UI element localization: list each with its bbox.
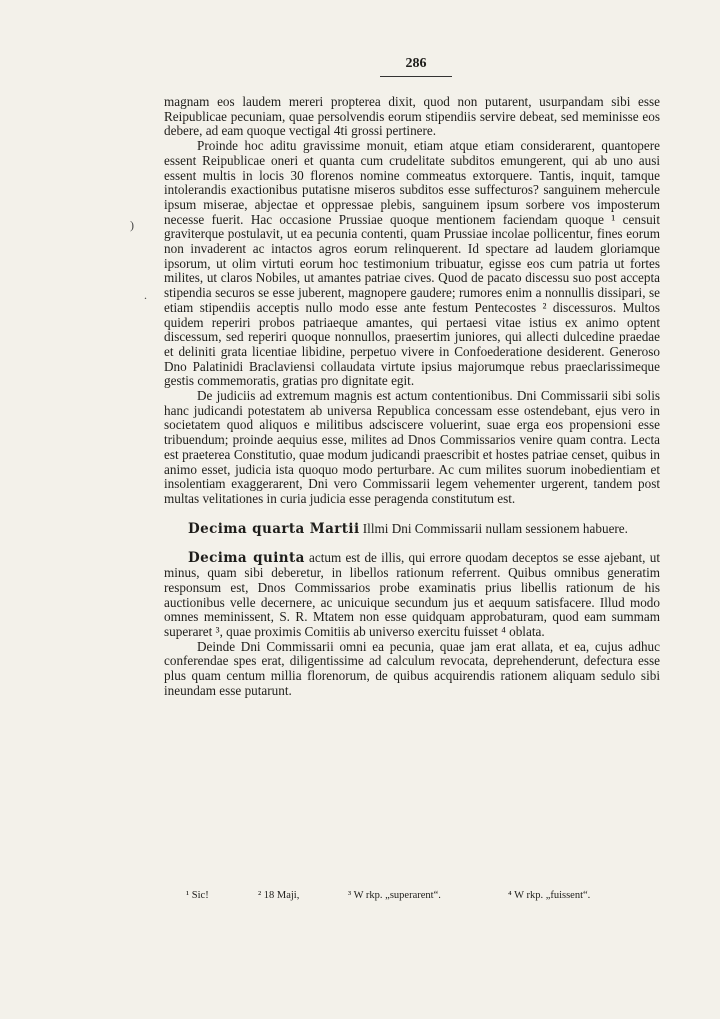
- footnote-2: ² 18 Maji,: [258, 890, 300, 901]
- margin-bracket-mark: ): [130, 218, 134, 232]
- date-heading-decima-quarta: Decima quarta Martii: [188, 520, 360, 537]
- paragraph-4: [164, 522, 660, 537]
- paragraph-5: [164, 551, 660, 639]
- paragraph-3: De judiciis ad extremum magnis est actum contentionibus. Dni Commissarii sibi solis hanc judicandi potestatem ab universa Republica concessam esse ostendebant, ejus vero in societatem quod aliquos e militibus adsciscere voluerint, suae erga eos propensioni esse tribuendum; proinde aequius esse, milites ad Dnos Commissarios venire quam contra. Lecta est praeterea Constitutio, quae modum judicandi praescribit et hostes patriae censet, quibus in animo esset, judicia ista quoquo modo perturbare. Ac cum milites suorum inobedientiam et insolentiam exaggerarent, Dni vero Commissarii legem vehementer urgerent, tandem post multas velitationes in curia judicia esse peragenda constitutum est.: [164, 388, 660, 506]
- footnotes: [186, 890, 656, 901]
- page-number: 286: [405, 56, 427, 71]
- main-text: [164, 95, 660, 698]
- footnote-4: ⁴ W rkp. „fuissent“.: [508, 890, 591, 901]
- footnote-1: ¹ Sic!: [186, 890, 209, 901]
- date-heading-decima-quinta: Decima quinta: [188, 550, 305, 567]
- footnote-3: ³ W rkp. „superarent“.: [348, 890, 441, 901]
- margin-dot-mark: .: [144, 288, 147, 302]
- paragraph-2: Proinde hoc aditu gravissime monuit, etiam atque etiam considerarent, quantopere essent Reipublicae oneri et quanta cum crudelitate subditos emungerent, qui ab uno ausi essent multis in locis 30 florenos nomine commeatus extorquere. Tantis, inquit, tamque intolerandis exactionibus putatisne miseros subditos esse suffecturos? sanguinem mehercule ipsum miserae, abjectae et oppressae plebis, sanguinem ipsum sorbere vos imposterum necesse fuerit. Hac occasione Prussiae quoque mentionem faciendam quoque ¹ censuit graviterque postulavit, ut ea pecunia contenti, quam Prussiae incolae pollicentur, fines eorum non invaderent ac intactos agros eorum relinquerent. Id spectare ad laudem gloriamque ipsorum, ut olim virtuti eorum hoc testimonium tribuatur, egisse eos cum patria ut fortes milites, ut claros Nobiles, ut amantes patriae cives. Quod de pacato discessu suo post accepta stipendia securos se esse juberent, magnopere gaudere; rumores enim a nonnullis dissipari, se etiam stipendiis acceptis nullo modo esse ante festum Pentecostes ² discessuros. Multos quidem reperiri probos patriaeque amantes, qui pertaesi vitae istius ex animo optent discessum, sed reperiri quoque nonnullos, praesertim juniores, qui allecti dulcedine praedae et deliniti grata licentiae libidine, perpetuo vivere in Confoederatione desiderent. Generoso Dno Palatinidi Braclaviensi collaudata virtute ipsius majorumque rebus praeclarissimeque gestis commemoratis, gratias pro dignitate egit.: [164, 138, 660, 389]
- paragraph-4-text: Illmi Dni Commissarii nullam sessionem habuere.: [359, 520, 628, 536]
- paragraph-6: Deinde Dni Commissarii omni ea pecunia, quae jam erat allata, et ea, cujus adhuc conferendae spes erat, diligentissime ad calculum revocata, deprehenderunt, defectura esse plus quam centum millia florenorum, de quibus acquirendis rationem aliquam sedulo sibi ineundam esse putarunt.: [164, 638, 660, 698]
- paragraph-5-text: actum est de illis, qui errore quodam deceptos se esse ajebant, ut minus, quam sibi deberetur, in libellos rationum referrent. Quibus omnibus generatim responsum est, Dnos Commissarios probe examinatis prius libellis rationum de his auctionibus velle decernere, ac unicuique secundum jus et aequum satisfacere. Illud modo omnes meminissent, S. R. Mtatem non esse quidquam approbaturam, quod eam summam superaret ³, quae proximis Comitiis ab universo exercitu fuisset ⁴ oblata.: [164, 550, 661, 639]
- paragraph-1: magnam eos laudem mereri propterea dixit, quod non putarent, usurpandam sibi esse Reipublicae pecuniam, quae persolvendis eorum stipendiis servire debeat, sed meminisse eos debere, ad eam quoque vectigal 4ti grossi pertinere.: [164, 94, 660, 139]
- page-number-underline: [380, 76, 452, 77]
